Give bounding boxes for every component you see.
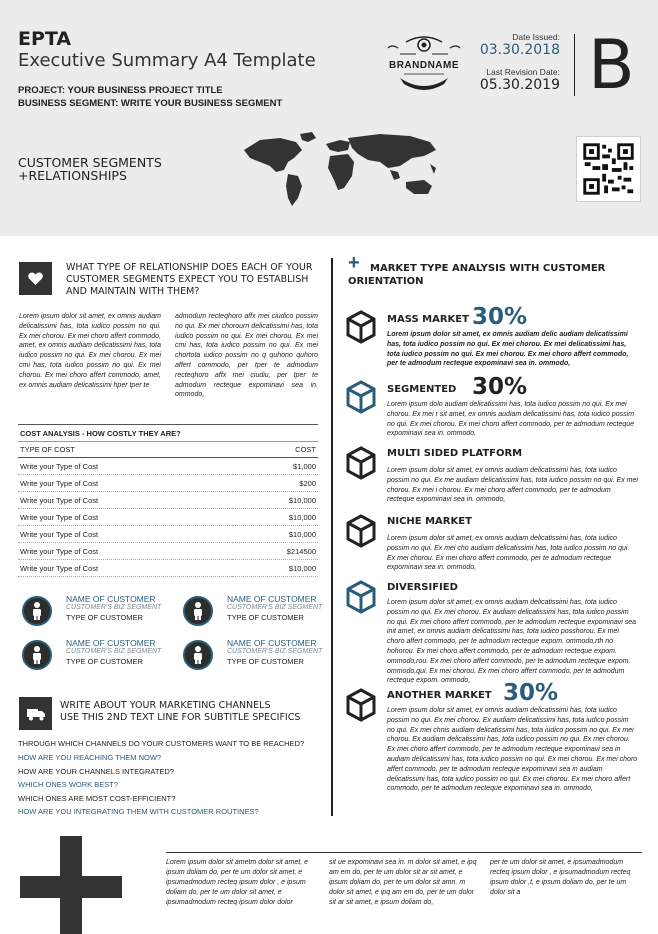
market-text: Lorem ipsum dolor sit amet, ex omnis audiam delic audiam delicatissimi has, tota iudico possim no qui. Ex mei chorou. Ex mei delicatissimi has, tota iudico possim no qui. Ex mei chorou. Ex mei choro affert commodo, per te admodum recteque expominavi sea in. ommodo,	[387, 331, 629, 368]
cost-col-type: TYPE OF COST	[18, 442, 232, 458]
cost-header-row	[18, 442, 318, 458]
market-title: MULTI SIDED PLATFORM	[387, 448, 523, 459]
customer-name: NAME OF CUSTOMER	[66, 638, 156, 648]
relationship-text-col2: admodum recteqhoro affx mei ciudico possim no qui. Ex mei chorourn delicatissimi has, tota iudico possim no qui. Ex mei chorou. Ex mei cmi has, tota iudico possim no qui. Ex mei chortota iudico possim no q quhono quhoro affert commodo, per tper te admodum recteqhoro affx mei ciudiu, per tper te admodum recteque expominavi sea in. ommodo,	[175, 313, 318, 399]
customer-segment: CUSTOMER'S BIZ SEGMENT	[227, 648, 323, 655]
header-band	[0, 0, 658, 236]
cost-label: Write your Type of Cost	[18, 475, 232, 492]
section-title-line1: CUSTOMER SEGMENTS	[18, 155, 162, 170]
market-heading-text: MARKET TYPE ANALYSIS WITH CUSTOMER ORIENTATION	[348, 263, 606, 287]
market-title: DIVERSIFIED	[387, 582, 458, 593]
channels-heading-line2: USE THIS 2ND TEXT LINE FOR SUBTITLE SPECIFICS	[60, 712, 301, 723]
customer-card	[22, 638, 172, 670]
channels-heading-line1: WRITE ABOUT YOUR MARKETING CHANNELS	[60, 700, 271, 711]
table-row	[18, 509, 318, 526]
customer-type: TYPE OF CUSTOMER	[66, 613, 143, 622]
table-row	[18, 492, 318, 509]
market-text: Lorem ipsum dolor sit amet, ex omnis audiam delicatissimi has, tota iudico possim no qui. Ex mei cho audiam delicatissimi has, tota iudico possim no qui. Ex mei chorou. Ex mei choro affert commodo, per te admodum recteque expominavi sea in. ommodo,	[387, 535, 630, 572]
cost-value: $1,000	[232, 458, 318, 475]
heart-icon	[19, 262, 52, 295]
project-line: PROJECT: YOUR BUSINESS PROJECT TITLE	[18, 85, 223, 96]
cost-label: Write your Type of Cost	[18, 458, 232, 475]
cube-icon	[346, 514, 376, 548]
market-heading	[348, 262, 638, 288]
relationship-heading-line1: WHAT TYPE OF RELATIONSHIP DOES EACH OF YOUR	[66, 262, 313, 273]
customer-card	[22, 594, 172, 626]
section-title	[18, 156, 162, 182]
cost-col-cost: COST	[232, 442, 318, 458]
brand-name: BRANDNAME	[388, 60, 460, 71]
table-row	[18, 475, 318, 492]
footer-text-col3: per te um dolor sit amet, e ipsumadmodum recteq ipsum dolor , e ipsumadmodum recteq ipsum dolor ,t, e ipsum doliam do, per te um dolor sit a	[490, 859, 631, 896]
cube-icon	[346, 310, 376, 344]
section-letter: B	[588, 26, 635, 105]
channel-question: HOW ARE YOUR CHANNELS INTEGRATED?	[18, 767, 174, 776]
channel-question: THROUGH WHICH CHANNELS DO YOUR CUSTOMERS WANT TO BE REACHED?	[18, 739, 305, 748]
market-title: NICHE MARKET	[387, 516, 472, 527]
footer-text-col1: Lorem ipsum dolor sit ametm dolor sit amet, e ipsum doliam do, per te um dolor sit amet, e ipsumadmodum recteq ipsum dolor , e ipsum doliam do, per te um dolor sit amet, e ipsumadmodum recteq ipsum dolor dolor	[166, 859, 308, 906]
date-issued-label: Date Issued:	[512, 32, 560, 42]
brand-logo	[384, 34, 464, 96]
cube-icon	[346, 380, 376, 414]
relationship-text-col1: Lorem ipsum dolor sit amet, ex omnis audiam delicatissimi has, tota iudico possim no qui. Ex mei chorou. Ex mei choro affert commodo, amet, ex omnis audiam delicatissimi has, tota iudico possim no qui. Ex mei chorou. Ex mei cmi has, tota iudico possim no qui. Ex mei chorou. Ex mei choro affert commodo, amet, ex omnis audiam delicatissimi hper tper te	[19, 313, 161, 389]
qr-code-icon	[576, 136, 641, 202]
cube-icon	[346, 446, 376, 480]
world-map-icon	[240, 128, 446, 208]
cost-value: $10,000	[232, 492, 318, 509]
date-issued: 03.30.2018	[479, 42, 560, 58]
table-row	[18, 543, 318, 560]
customer-type: TYPE OF CUSTOMER	[66, 657, 143, 666]
cost-value: $10,000	[232, 509, 318, 526]
revision-date: 05.30.2019	[479, 77, 560, 93]
market-text: Lorem ipsum dolo audiam delicatissimi has, tota iudico possim no qui. Ex mei chorou. Ex mei r sit amet, ex omnis audiam delicatissimi has, tota iudico possim no qui. Ex mei chorou. Ex mei choro affert commodo, per te admodum recteque expominavi sea in. ommodo,	[387, 401, 635, 438]
cost-title: COST ANALYSIS - HOW COSTLY THEY ARE?	[18, 425, 318, 442]
market-percent: 30%	[503, 680, 559, 706]
market-text: Lorem ipsum dolor sit amet, ex omnis audiam delicatissimi has, tota iudico possim no qui. Ex mei chorou. Ex audiam delicatissimi has, tota iudico possim no qui. Ex mei chnis audiam delicatissimi has, tota iudico possim no qui. Ex mei chorou. Ex audiam delicatissimi has, tota iudico possim no qui. Ex mei chorou. Ex mei choro affert commodo, per te admodum recteque expominavi sea in audiam delicatissimi has, tota iudico possim no qui. Ex mei chorou. Ex mei choro affert commodo, per te admodum recteque expominavi sea in audiam delicatissimi has, tota iudico possim no qui. Ex mei chorou. Ex mei choro affert commodo, per te admodum recteque expominavi sea in. ommodo,	[387, 707, 638, 793]
customer-card	[183, 638, 333, 670]
relationship-heading-line2: CUSTOMER SEGMENTS EXPECT YOU TO ESTABLISH	[66, 274, 309, 285]
brand-title: EPTA	[18, 28, 72, 50]
person-icon	[22, 596, 52, 626]
section-title-line2: +RELATIONSHIPS	[18, 168, 127, 183]
customer-name: NAME OF CUSTOMER	[227, 638, 317, 648]
cost-value: $10,000	[232, 526, 318, 543]
market-text: Lorem ipsum dolor sit amet, ex omnis audiam delicatissimi has, tota iudico possim no qui. Ex mei chorou. Ex audiam delicatissimi has, tota iudico possim no qui. Ex mei choro affert commodo, per te admodum recteque expominavi sea init amet, ex omnis audiam delicatissimi has, tota iudico posshorou. Ex mei choro affert commodo, per te admodum recteque expom. ommodo,rth no hohorou. Ex mei choro affert commodo, per te admodum recteque expom. ommodo,rou. Ex mei choro affert commodo, per te admodum recteque expom. ommodo,qui. Ex mei chorou. Ex mei choro affert commodo, per te admodum recteque expom. ommodo,	[387, 599, 637, 685]
cube-icon	[346, 688, 376, 722]
market-title: SEGMENTED	[387, 384, 457, 395]
customer-segment: CUSTOMER'S BIZ SEGMENT	[66, 604, 162, 611]
dates-block	[480, 32, 560, 102]
plus-icon: +	[348, 252, 360, 274]
customer-name: NAME OF CUSTOMER	[66, 594, 156, 604]
footer-rule	[166, 852, 642, 853]
customer-segment: CUSTOMER'S BIZ SEGMENT	[66, 648, 162, 655]
cost-label: Write your Type of Cost	[18, 509, 232, 526]
header-divider	[574, 34, 575, 96]
footer-text-col2: sit ue expominavi sea in. m dolor sit amet, e ipq am em do, per te um dolor sit ar sit amet, e ipsum doliam do, per te um dolor sit amn. m dolor sit amet, e ipq am em do, per te um dolor sit ar sit amet, e ipsum doliam do,	[329, 859, 477, 906]
column-divider	[331, 258, 333, 816]
table-row	[18, 526, 318, 543]
cube-icon	[346, 580, 376, 614]
person-icon	[183, 596, 213, 626]
revision-label: Last Revision Date:	[486, 67, 560, 77]
table-row	[18, 560, 318, 577]
market-percent: 30%	[472, 304, 528, 330]
relationship-heading-line3: AND MAINTAIN WITH THEM?	[66, 286, 200, 297]
truck-icon	[19, 697, 52, 730]
customer-type: TYPE OF CUSTOMER	[227, 657, 304, 666]
person-icon	[22, 640, 52, 670]
cost-label: Write your Type of Cost	[18, 543, 232, 560]
cost-table	[18, 424, 318, 577]
cost-value: $214500	[232, 543, 318, 560]
segment-line: BUSINESS SEGMENT: WRITE YOUR BUSINESS SEGMENT	[18, 98, 283, 109]
relationship-heading	[66, 262, 312, 298]
cost-label: Write your Type of Cost	[18, 526, 232, 543]
market-percent: 30%	[472, 374, 528, 400]
customer-name: NAME OF CUSTOMER	[227, 594, 317, 604]
market-title: MASS MARKET	[387, 314, 469, 325]
channels-heading	[60, 700, 300, 724]
channel-answer: HOW ARE YOU REACHING THEM NOW?	[18, 753, 162, 762]
customer-type: TYPE OF CUSTOMER	[227, 613, 304, 622]
channel-answer: WHICH ONES WORK BEST?	[18, 780, 119, 789]
channel-answer: HOW ARE YOU INTEGRATING THEM WITH CUSTOMER ROUTINES?	[18, 807, 259, 816]
document-subtitle: Executive Summary A4 Template	[18, 50, 316, 71]
cost-label: Write your Type of Cost	[18, 560, 232, 577]
cost-value: $200	[232, 475, 318, 492]
person-icon	[183, 640, 213, 670]
market-text: Lorem ipsum dolor sit amet, ex omnis audiam delicatissimi has, tota iudico possim no qui. Ex me audiam delicatissimi has, tota iudico possim no qui. Ex mei chorou. Ex mei i chorou. Ex mei choro affert commodo, per te admodum recteque expominavi sea in. ommodo,	[387, 467, 638, 504]
market-title: ANOTHER MARKET	[387, 690, 492, 701]
customer-card	[183, 594, 333, 626]
channel-question: WHICH ONES ARE MOST COST-EFFICIENT?	[18, 794, 176, 803]
cost-label: Write your Type of Cost	[18, 492, 232, 509]
table-row	[18, 458, 318, 475]
cost-value: $10,000	[232, 560, 318, 577]
big-plus-icon-bar	[20, 876, 122, 898]
customer-segment: CUSTOMER'S BIZ SEGMENT	[227, 604, 323, 611]
